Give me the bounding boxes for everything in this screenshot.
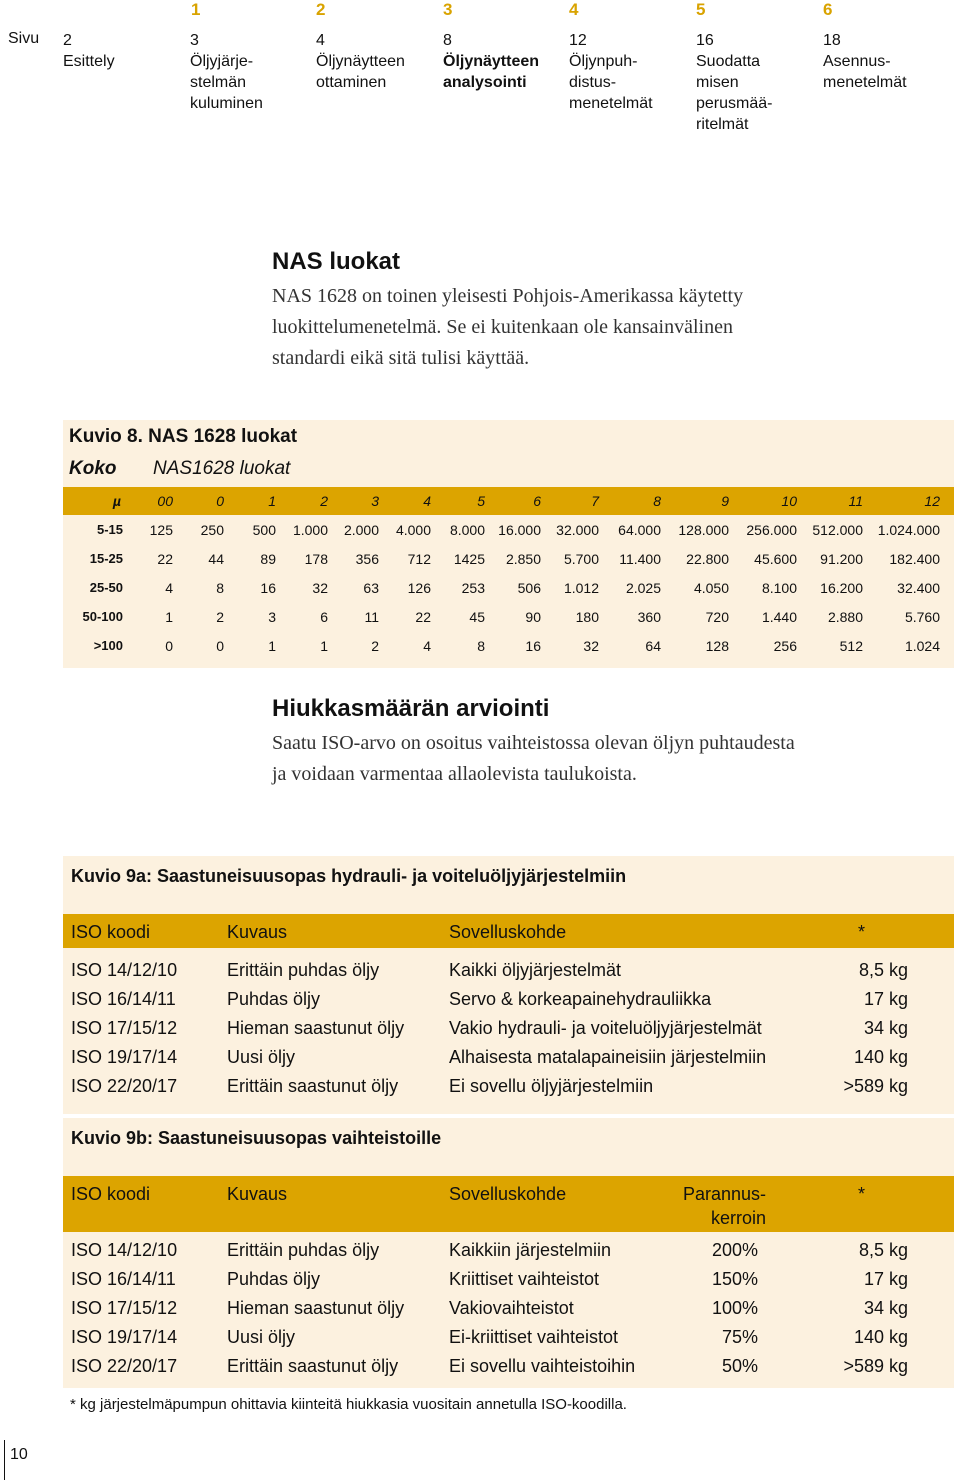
table9b-cell: Puhdas öljy — [227, 1269, 321, 1289]
table9b-cell: 150% — [711, 1269, 758, 1289]
nas-table-cell: 5.760 — [904, 609, 940, 625]
nav-item-label: Öljyjärje- stelmän kuluminen — [190, 53, 263, 112]
nas-table-cell: 512.000 — [812, 522, 863, 538]
table9b-cell: Hieman saastunut öljy — [227, 1298, 405, 1318]
table9b-cell: Ei sovellu vaihteistoihin — [449, 1356, 636, 1376]
nav-item-label: Suodatta misen perusmää- ritelmät — [696, 53, 773, 133]
header-iso-code: ISO koodi — [71, 1184, 151, 1204]
nas-table-cell: 3 — [268, 609, 276, 625]
nav-item-analysointi[interactable] — [443, 30, 539, 93]
nas-table-cell: 506 — [517, 580, 541, 596]
page-number-divider — [4, 1440, 5, 1480]
nas-table-cell: 64 — [645, 638, 661, 654]
nas-table-cell: 182.400 — [889, 551, 940, 567]
nav-item-label: Asennus- menetelmät — [823, 53, 907, 91]
nas-table-cell: 16 — [525, 638, 541, 654]
nas-table-cell: 11 — [364, 609, 379, 625]
nas-size-label: >100 — [93, 638, 123, 653]
table-9a — [63, 856, 954, 1114]
nas-table-cell: 4 — [423, 638, 431, 654]
nas-table-cell: 128.000 — [678, 522, 729, 538]
estimate-section-title: Hiukkasmäärän arviointi — [272, 695, 550, 722]
nas-class-header: 10 — [781, 493, 797, 509]
nas-class-header: 2 — [320, 493, 328, 509]
nas-table-cell: 1.012 — [563, 580, 599, 596]
nav-item-number: 3 — [190, 32, 199, 49]
nas-table-cell: 32.000 — [556, 522, 599, 538]
nas-class-header: 3 — [371, 493, 379, 509]
nas-class-header: 11 — [848, 493, 863, 509]
table9a-cell: ISO 19/17/14 — [71, 1047, 178, 1067]
nas-table-cell: 1 — [165, 609, 173, 625]
nas-table-cell: 91.200 — [820, 551, 863, 567]
nas-table-cell: 1425 — [453, 551, 485, 567]
nas-table-cell: 128 — [705, 638, 729, 654]
table9b-cell: 17 kg — [863, 1269, 908, 1289]
table9a-cell: ISO 22/20/17 — [71, 1076, 178, 1096]
nas-table-cell: 22 — [415, 609, 431, 625]
header-description: Kuvaus — [227, 922, 288, 942]
nas-table-cell: 44 — [208, 551, 224, 567]
table9b-cell: 75% — [721, 1327, 758, 1347]
nas-class-header: 5 — [477, 493, 485, 509]
nas-table-cell: 253 — [461, 580, 485, 596]
table9a-cell: ISO 14/12/10 — [71, 960, 178, 980]
table9a-cell: Erittäin saastunut öljy — [227, 1076, 399, 1096]
nas-section-title: NAS luokat — [272, 248, 401, 275]
nas-class-header: 4 — [423, 493, 431, 509]
page-label: Sivu — [8, 30, 40, 47]
nas-size-label: 25-50 — [89, 580, 123, 595]
table9a-cell: Ei sovellu öljyjärjestelmiin — [449, 1076, 654, 1096]
nas-table-cell: 4.000 — [395, 522, 431, 538]
nas-table-cell: 178 — [304, 551, 328, 567]
nas-table-cell: 45.600 — [754, 551, 797, 567]
nas-table-cell: 22.800 — [686, 551, 729, 567]
estimate-section-body: Saatu ISO-arvo on osoitus vaihteistossa olevan öljyn puhtaudesta ja voidaan varmentaa allaolevista taulukoista. — [272, 732, 795, 785]
nas-size-label: 5-15 — [96, 522, 123, 537]
table9a-cell: Alhaisesta matalapaineisiin järjestelmiin — [449, 1047, 767, 1067]
table9b-cell: Kriittiset vaihteistot — [449, 1269, 600, 1289]
nas-class-header: 1 — [268, 493, 276, 509]
nas-class-header: 12 — [924, 493, 940, 509]
table9a-cell: Hieman saastunut öljy — [227, 1018, 405, 1038]
nas-table-cell: 16 — [260, 580, 276, 596]
chapter-number: 5 — [696, 0, 706, 19]
nas-table-cell: 1.440 — [761, 609, 797, 625]
nas-table-cell: 89 — [260, 551, 276, 567]
nas-class-header: 6 — [533, 493, 541, 509]
chapter-number: 2 — [316, 0, 326, 19]
nas-table-cell: 2 — [216, 609, 224, 625]
table9b-cell: 8,5 kg — [858, 1240, 908, 1260]
nas-table-cell: 8.100 — [761, 580, 797, 596]
nas-size-label: 50-100 — [82, 609, 123, 624]
table9a-cell: 17 kg — [863, 989, 908, 1009]
nas-section-body: NAS 1628 on toinen yleisesti Pohjois-Amerikassa käytetty luokittelumenetelmä. Se ei kuitenkaan ole kansainvälinen standardi eikä sitä tulisi käyttää. — [272, 285, 744, 369]
header-application: Sovelluskohde — [449, 1184, 567, 1204]
nas-table-cell: 256.000 — [746, 522, 797, 538]
nav-item-label: Öljynpuh- distus- menetelmät — [569, 53, 653, 112]
nas-table-cell: 32 — [312, 580, 328, 596]
table9b-cell: 140 kg — [853, 1327, 908, 1347]
nav-item-suodatus[interactable] — [696, 30, 772, 135]
table9b-cell: Kaikkiin järjestelmiin — [449, 1240, 612, 1260]
nas-class-header: 9 — [721, 493, 729, 509]
nas-table-cell: 32 — [583, 638, 599, 654]
nav-item-number: 4 — [316, 32, 325, 49]
nas-table-cell: 2.025 — [625, 580, 661, 596]
nas-table-cell: 8.000 — [449, 522, 485, 538]
nav-item-ottaminen[interactable] — [316, 30, 405, 93]
nas-table-cell: 2.880 — [827, 609, 863, 625]
nav-item-number: 2 — [63, 32, 72, 49]
nas-table-cell: 16.200 — [820, 580, 863, 596]
table9a-cell: Kaikki öljyjärjestelmät — [449, 960, 622, 980]
nas-koko-label: Koko — [69, 458, 117, 479]
nas-table-cell: 5.700 — [563, 551, 599, 567]
nas-table-cell: 250 — [200, 522, 224, 538]
nas-table-cell: 8 — [216, 580, 224, 596]
nas-table-cell: 256 — [773, 638, 797, 654]
header-improvement-factor: Parannus- kerroin — [682, 1184, 766, 1228]
table9b-cell: 34 kg — [863, 1298, 908, 1318]
nas-table-cell: 1 — [268, 638, 276, 654]
header-iso-code: ISO koodi — [71, 922, 151, 942]
nas-table-cell: 500 — [252, 522, 276, 538]
nas-table-cell: 356 — [355, 551, 379, 567]
nas-table-cell: 64.000 — [618, 522, 661, 538]
table9b-cell: 100% — [711, 1298, 758, 1318]
nav-item-asennus[interactable] — [823, 30, 907, 93]
table9b-cell: Uusi öljy — [227, 1327, 296, 1347]
chapter-number: 4 — [569, 0, 579, 19]
table9b-cell: Erittäin puhdas öljy — [227, 1240, 380, 1260]
chapter-navigation — [0, 0, 960, 140]
nas-table-cell: 125 — [149, 522, 173, 538]
nav-item-number: 18 — [823, 32, 841, 49]
nas-table-cell: 1.024 — [904, 638, 940, 654]
table-9b — [63, 1118, 954, 1388]
nas-table-cell: 0 — [216, 638, 224, 654]
table9a-cell: Puhdas öljy — [227, 989, 321, 1009]
nas-table-cell: 63 — [363, 580, 379, 596]
nav-item-number: 16 — [696, 32, 714, 49]
nas-table-cell: 6 — [320, 609, 328, 625]
nas-table-cell: 8 — [477, 638, 485, 654]
nas-table-cell: 11.400 — [619, 551, 661, 567]
table9b-cell: 200% — [711, 1240, 758, 1260]
nas-table-cell: 4 — [165, 580, 173, 596]
nav-item-number: 12 — [569, 32, 587, 49]
table9a-cell: ISO 17/15/12 — [71, 1018, 178, 1038]
nas-table-caption: Kuvio 8. NAS 1628 luokat — [69, 426, 298, 447]
nas-table-cell: 512 — [839, 638, 863, 654]
header-application: Sovelluskohde — [449, 922, 567, 942]
nav-item-label: Esittely — [63, 53, 115, 70]
table9b-cell: ISO 14/12/10 — [71, 1240, 178, 1260]
table9b-cell: ISO 22/20/17 — [71, 1356, 178, 1376]
header-description: Kuvaus — [227, 1184, 288, 1204]
table9a-cell: Servo & korkeapainehydrauliikka — [449, 989, 712, 1009]
page-number: 10 — [10, 1446, 28, 1463]
table-9b-caption: Kuvio 9b: Saastuneisuusopas vaihteistoille — [71, 1128, 442, 1148]
nas-table-cell: 0 — [165, 638, 173, 654]
nas-classes-label: NAS1628 luokat — [153, 458, 291, 479]
nas-table-cell: 22 — [157, 551, 173, 567]
table9a-cell: Uusi öljy — [227, 1047, 296, 1067]
table9b-cell: ISO 16/14/11 — [71, 1269, 176, 1289]
nav-item-number: 8 — [443, 32, 452, 49]
table9a-cell: 140 kg — [853, 1047, 908, 1067]
nas-table-cell: 720 — [705, 609, 729, 625]
nas-table-cell: 45 — [469, 609, 485, 625]
nas-table-cell: 2 — [371, 638, 379, 654]
header-asterisk: * — [858, 1184, 866, 1204]
nas-table-cell: 126 — [407, 580, 431, 596]
nas-table-cell: 1.000 — [292, 522, 328, 538]
chapter-number: 3 — [443, 0, 453, 19]
mu-header: µ — [112, 493, 121, 509]
nas-class-header: 7 — [591, 493, 599, 509]
table9b-cell: 50% — [721, 1356, 758, 1376]
table9a-cell: >589 kg — [843, 1076, 908, 1096]
nas-table-cell: 16.000 — [498, 522, 541, 538]
nas-table-cell: 1 — [320, 638, 328, 654]
nav-item-kuluminen[interactable] — [190, 30, 263, 114]
nas-table-cell: 32.400 — [897, 580, 940, 596]
table9b-cell: ISO 19/17/14 — [71, 1327, 178, 1347]
nas-class-header: 0 — [216, 493, 224, 509]
nav-item-puhdistus[interactable] — [569, 30, 653, 114]
table9b-cell: ISO 17/15/12 — [71, 1298, 178, 1318]
table9a-cell: Erittäin puhdas öljy — [227, 960, 380, 980]
table9b-cell: Erittäin saastunut öljy — [227, 1356, 399, 1376]
table9a-cell: Vakio hydrauli- ja voiteluöljyjärjestelmät — [449, 1018, 762, 1038]
nav-item-label: Öljynäytteen ottaminen — [316, 53, 405, 91]
nas-table-cell: 2.000 — [343, 522, 379, 538]
table-9a-caption: Kuvio 9a: Saastuneisuusopas hydrauli- ja voiteluöljyjärjestelmiin — [71, 866, 627, 886]
nas-table — [63, 420, 954, 668]
table9a-cell: 34 kg — [863, 1018, 908, 1038]
header-asterisk: * — [858, 922, 866, 942]
nas-table-cell: 2.850 — [505, 551, 541, 567]
nav-item-label: Öljynäytteen analysointi — [443, 53, 540, 91]
table9b-cell: >589 kg — [843, 1356, 908, 1376]
table9b-cell: Vakiovaihteistot — [449, 1298, 574, 1318]
table9a-cell: ISO 16/14/11 — [71, 989, 176, 1009]
chapter-number: 6 — [823, 0, 833, 19]
nas-table-cell: 90 — [525, 609, 541, 625]
nas-table-cell: 712 — [407, 551, 431, 567]
nas-class-header: 8 — [653, 493, 661, 509]
nas-table-cell: 1.024.000 — [877, 522, 940, 538]
nas-size-label: 15-25 — [89, 551, 123, 566]
table9a-cell: 8,5 kg — [858, 960, 908, 980]
table9b-cell: Ei-kriittiset vaihteistot — [449, 1327, 619, 1347]
chapter-number: 1 — [191, 0, 201, 19]
footnote: * kg järjestelmäpumpun ohittavia kiinteitä hiukkasia vuositain annetulla ISO-koodilla. — [70, 1396, 627, 1413]
nas-table-cell: 4.050 — [693, 580, 729, 596]
nav-item-esittely[interactable] — [63, 30, 115, 72]
nas-table-cell: 360 — [637, 609, 661, 625]
nas-class-header: 00 — [157, 493, 173, 509]
nas-table-cell: 180 — [575, 609, 599, 625]
